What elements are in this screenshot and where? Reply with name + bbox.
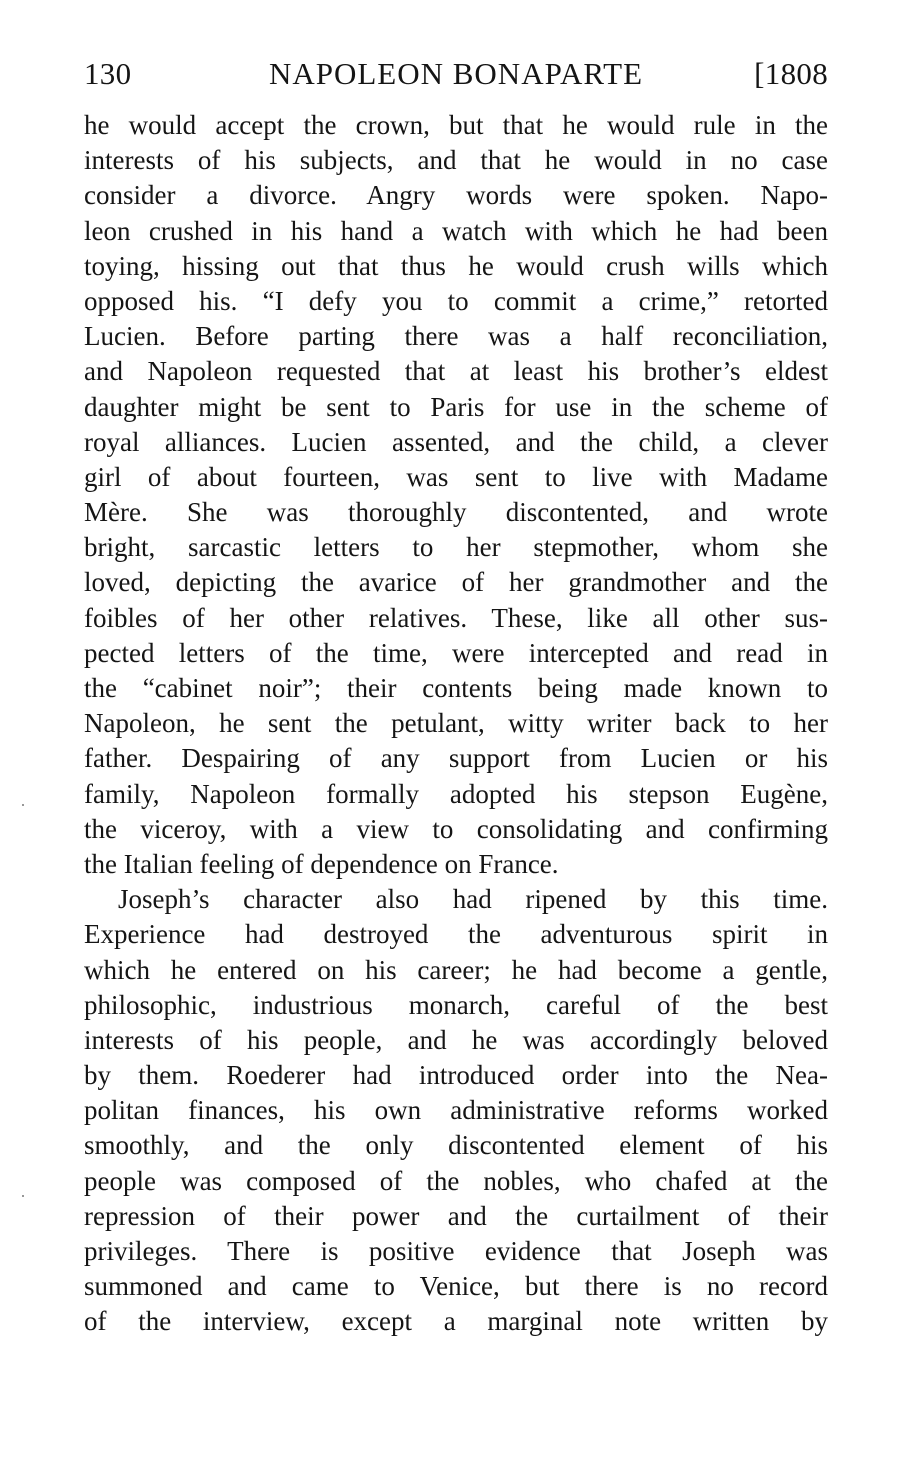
running-year: [1808 [754,56,828,91]
text-line: loved, depicting the avarice of her grandmother and the [84,567,828,598]
text-line: people was composed of the nobles, who chafed at the [84,1165,828,1196]
text-line: foibles of her other relatives. These, like all other sus- [84,602,828,633]
text-line: smoothly, and the only discontented element of his [84,1130,828,1161]
text-line: by them. Roederer had introduced order into the Nea- [84,1060,828,1091]
body-text [84,108,828,1340]
text-line: toying, hissing out that thus he would crush wills which [84,250,828,281]
running-title: NAPOLEON BONAPARTE [268,56,644,91]
text-line: the viceroy, with a view to consolidating and confirming [84,813,828,844]
running-head [84,52,828,108]
margin-speck [22,804,24,806]
text-line: girl of about fourteen, was sent to live with Madame [84,461,828,492]
text-line: opposed his. “I defy you to commit a crime,” retorted [84,285,828,316]
text-line: and Napoleon requested that at least his brother’s eldest [84,356,828,387]
text-line: consider a divorce. Angry words were spoken. Napo- [84,180,828,211]
page-number: 130 [84,56,132,91]
text-line: leon crushed in his hand a watch with which he had been [84,215,828,246]
text-line: family, Napoleon formally adopted his stepson Eugène, [84,778,828,809]
text-line: Experience had destroyed the adventurous spirit in [84,919,828,950]
paragraph-end-line: the Italian feeling of dependence on France. [84,848,559,879]
text-line: Mère. She was thoroughly discontented, and wrote [84,497,828,528]
text-line: of the interview, except a marginal note written by [84,1306,828,1337]
text-line: pected letters of the time, were intercepted and read in [84,637,828,668]
text-line: royal alliances. Lucien assented, and the child, a clever [84,426,828,457]
margin-speck [22,1195,24,1197]
text-line: Lucien. Before parting there was a half reconciliation, [84,321,828,352]
book-page [84,52,828,1340]
text-line: politan finances, his own administrative reforms worked [84,1095,828,1126]
text-line: summoned and came to Venice, but there is no record [84,1271,828,1302]
text-line: Napoleon, he sent the petulant, witty writer back to her [84,708,828,739]
text-line: privileges. There is positive evidence that Joseph was [84,1236,828,1266]
text-line: father. Despairing of any support from Lucien or his [84,743,828,774]
text-line: interests of his people, and he was accordingly beloved [84,1024,828,1055]
text-line: the “cabinet noir”; their contents being made known to [84,673,828,703]
text-line: bright, sarcastic letters to her stepmother, whom she [84,532,828,563]
text-line: daughter might be sent to Paris for use in the scheme of [84,391,828,422]
text-line: repression of their power and the curtailment of their [84,1200,828,1231]
text-line: philosophic, industrious monarch, careful of the best [84,989,828,1020]
text-line: which he entered on his career; he had become a gentle, [84,954,828,985]
text-line: he would accept the crown, but that he would rule in the [84,110,828,140]
text-line: interests of his subjects, and that he would in no case [84,145,828,176]
paragraph-start-line: Joseph’s character also had ripened by this time. [118,884,828,915]
